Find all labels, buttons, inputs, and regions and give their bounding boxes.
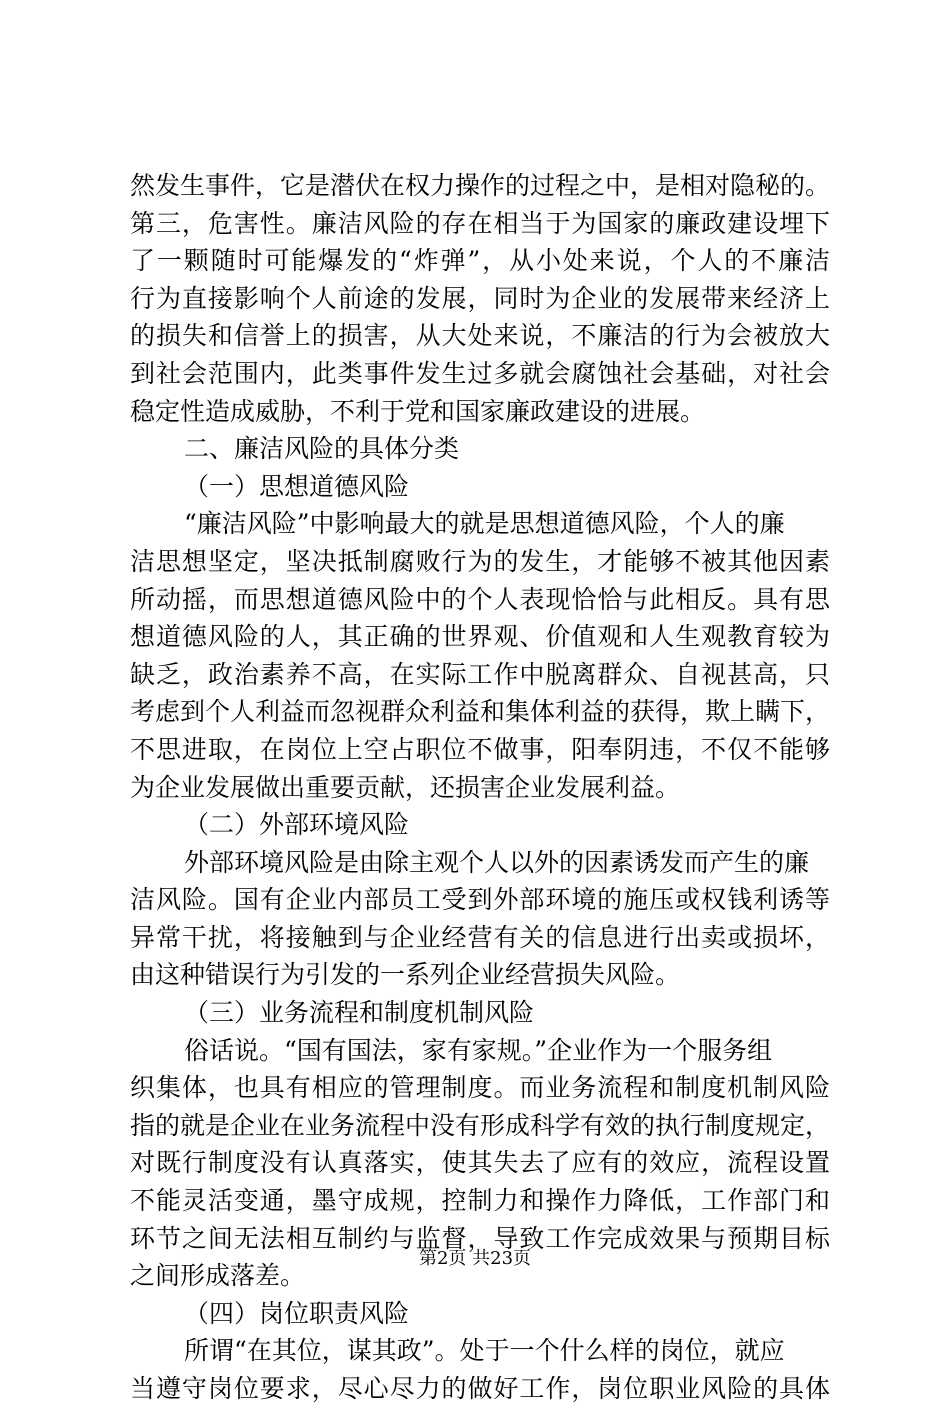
text-line: 为企业发展做出重要贡献，还损害企业发展利益。 (130, 772, 681, 802)
subsection-heading: （一）思想道德风险 (184, 471, 410, 501)
text-line: 缺乏，政治素养不高，在实际工作中脱离群众、自视甚高，只 (130, 659, 830, 689)
text-line: 所动摇，而思想道德风险中的个人表现恰恰与此相反。具有思 (130, 584, 830, 614)
text-line: 不能灵活变通，墨守成规，控制力和操作力降低，工作部门和 (130, 1186, 830, 1216)
text-line: 当遵守岗位要求，尽心尽力的做好工作，岗位职业风险的具体 (130, 1374, 830, 1403)
text-line: 异常干扰，将接触到与企业经营有关的信息进行出卖或损坏， (130, 922, 830, 952)
subsection-heading: （二）外部环境风险 (184, 810, 410, 840)
text-line: 指的就是企业在业务流程中没有形成科学有效的执行制度规定， (130, 1110, 830, 1140)
text-line: 由这种错误行为引发的一系列企业经营损失风险。 (130, 960, 681, 990)
text-line: 俗话说。“国有国法，家有家规。”企业作为一个服务组 (184, 1035, 773, 1065)
text-line: 到社会范围内，此类事件发生过多就会腐蚀社会基础，对社会 (130, 358, 830, 388)
text-line: 了一颗随时可能爆发的“炸弹”，从小处来说，个人的不廉洁 (130, 246, 830, 276)
subsection-heading: （三）业务流程和制度机制风险 (184, 998, 535, 1028)
text-line: 外部环境风险是由除主观个人以外的因素诱发而产生的廉 (184, 847, 810, 877)
text-line: 洁思想坚定，坚决抵制腐败行为的发生，才能够不被其他因素 (130, 546, 830, 576)
text-line: 的损失和信誉上的损害，从大处来说，不廉洁的行为会被放大 (130, 321, 830, 351)
text-line: 行为直接影响个人前途的发展，同时为企业的发展带来经济上 (130, 283, 830, 313)
subsection-heading: （四）岗位职责风险 (184, 1298, 410, 1328)
text-line: “廉洁风险”中影响最大的就是思想道德风险，个人的廉 (184, 509, 785, 539)
text-line: 稳定性造成威胁，不利于党和国家廉政建设的进展。 (130, 396, 706, 426)
text-line: 对既行制度没有认真落实，使其失去了应有的效应，流程设置 (130, 1148, 830, 1178)
text-line: 然发生事件，它是潜伏在权力操作的过程之中，是相对隐秘的。 (130, 171, 830, 200)
text-line: 织集体，也具有相应的管理制度。而业务流程和制度机制风险 (130, 1073, 830, 1103)
text-line: 洁风险。国有企业内部员工受到外部环境的施压或权钱利诱等 (130, 885, 830, 915)
section-heading: 二、廉洁风险的具体分类 (184, 434, 460, 464)
document-body (130, 167, 830, 1408)
page-footer: 第2页 共23页 (418, 1248, 532, 1269)
text-line: 环节之间无法相互制约与监督，导致工作完成效果与预期目标 (130, 1223, 830, 1253)
text-line: 之间形成落差。 (130, 1261, 306, 1291)
text-line: 考虑到个人利益而忽视群众利益和集体利益的获得，欺上瞒下， (130, 697, 830, 727)
text-line: 想道德风险的人，其正确的世界观、价值观和人生观教育较为 (130, 622, 830, 652)
text-line: 所谓“在其位，谋其政”。处于一个什么样的岗位，就应 (184, 1336, 785, 1366)
text-line: 第三，危害性。廉洁风险的存在相当于为国家的廉政建设埋下 (130, 208, 830, 238)
text-line: 不思进取，在岗位上空占职位不做事，阳奉阴违，不仅不能够 (130, 734, 830, 764)
